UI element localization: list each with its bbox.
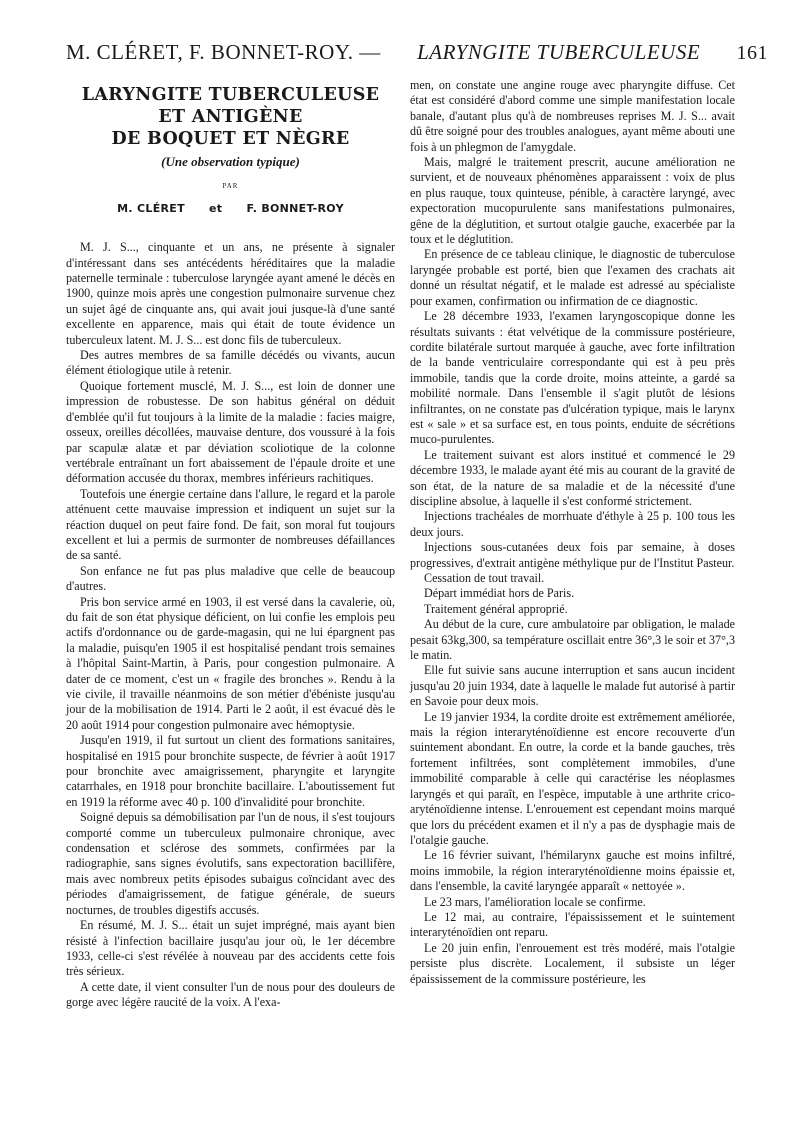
title-line: DE BOQUET ET NÈGRE (111, 129, 350, 149)
paragraph: Le 19 janvier 1934, la cordite droite est extrêmement améliorée, mais la région interaryténoïdienne est encore recouverte d'un suintement abondant. En outre, la corde et la bande gauches, très fortement infiltrées, sont complètement immobiles, d'une immobilité comparable à celle qui caractérise les néoplasmes laryngés et qui paraît, en l'espèce, imputable à une arthrite crico-aryténoïdienne intense. L'enrouement est cependant moins marqué que lors du précédent examen et il n'y a pas de dysphagie mais de l'otalgie gauche. (410, 709, 735, 847)
running-head-title: LARYNGITE TUBERCULEUSE (417, 40, 701, 64)
paragraph: Au début de la cure, cure ambulatoire par obligation, le malade pesait 63kg,300, sa température oscillait entre 36°,3 le soir et 37°,3 le matin. (410, 617, 735, 663)
right-column (410, 78, 735, 987)
running-head-authors: M. CLÉRET, F. BONNET-ROY. — (66, 40, 381, 64)
paragraph: Le traitement suivant est alors institué et commencé le 29 décembre 1933, le malade ayant été mis au courant de la gravité de son état, de la nature de sa maladie et de la nécessité d'une discipline absolue, à laquelle il s'est conformé strictement. (410, 447, 735, 508)
paragraph: Quoique fortement musclé, M. J. S..., est loin de donner une impression de robustesse. De son habitus général on déduit d'emblée qu'il fut toujours à la limite de la maladie : facies maigre, osseux, oreilles décollées, mauvaise denture, dos voussuré à la fois par scapulæ alatæ et par déviation scoliotique de la colonne vertébrale entraînant un fort abaissement de l'épaule droite et une déformation accusée du thorax, membres inférieurs rachitiques. (66, 378, 395, 486)
paragraph: M. J. S..., cinquante et un ans, ne présente à signaler d'intéressant dans ses antécédents héréditaires que la maladie paternelle terminale : tuberculose laryngée ayant amené le décès en 1900, quinze mois après une congestion pulmonaire survenue chez un sujet âgé de cinquante ans, qui avait joui jusque-là d'une santé excellente en apparence, mais qui était de toute évidence un tuberculeux latent. M. J. S... est donc fils de tuberculeux. (66, 240, 395, 347)
paragraph: Le 16 février suivant, l'hémilarynx gauche est moins infiltré, moins immobile, la région interaryténoïdienne moins épaissie et, dans l'ensemble, la cavité laryngée apparaît « nettoyée ». (410, 848, 735, 894)
paragraph: Le 23 mars, l'amélioration locale se confirme. (424, 894, 646, 909)
paragraph: Soigné depuis sa démobilisation par l'un de nous, il s'est toujours comporté comme un tuberculeux pulmonaire chronique, avec condensation et sclérose des sommets, confirmées par la radiographie, sans signes évolutifs, sans expectoration bacillifère, mais avec nombreux petits épisodes subaigus coïncidant avec des périodes d'amaigrissement, de fatigue générale, de sueurs nocturnes, de troubles digestifs accusés. (66, 810, 395, 917)
paragraph: Départ immédiat hors de Paris. (424, 586, 575, 601)
paragraph: Le 12 mai, au contraire, l'épaississement et le suintement interaryténoïdien ont reparu. (410, 909, 735, 940)
author-2: F. BONNET-ROY (246, 201, 344, 215)
title-line: LARYNGITE TUBERCULEUSE (81, 85, 380, 105)
paragraph: Toutefois une énergie certaine dans l'allure, le regard et la parole atténuent cette mauvaise impression et indiquent un sujet sur la réaction duquel on peut faire fond. De fait, son moral fut toujours excellent et lui a permis de surmonter de nombreuses défaillances de sa santé. (66, 486, 395, 563)
paragraph: Des autres membres de sa famille décédés ou vivants, aucun élément étiologique utile à retenir. (66, 348, 395, 378)
paragraph: Le 20 juin enfin, l'enrouement est très modéré, mais l'otalgie persiste plus discrète. Localement, il subsiste un léger épaississement de la commissure postérieure, les (410, 940, 735, 986)
byline-and: et (209, 201, 223, 215)
paragraph: Traitement général approprié. (424, 601, 568, 616)
par-label: PAR (222, 182, 239, 191)
article-subtitle: (Une observation typique) (161, 154, 300, 169)
paragraph: A cette date, il vient consulter l'un de nous pour des douleurs de gorge avec légère raucité de la voix. A l'exa- (66, 979, 395, 1010)
paragraph: Elle fut suivie sans aucune interruption et sans aucun incident jusqu'au 20 juin 1934, date à laquelle le malade fut autorisé à partir en Savoie pour deux mois. (410, 663, 735, 709)
paragraph: Cessation de tout travail. (424, 571, 545, 585)
paragraph: Jusqu'en 1919, il fut surtout un client des formations sanitaires, hospitalisé en 1915 pour bronchite suspecte, de février à août 1917 pour bronchite avec amaigrissement, pharyngite et laryngite catarrhales, en 1918 pour bronchite bacillaire. L'aboutissement fut en 1919 la réforme avec 40 p. 100 d'invalidité pour bronchite. (66, 733, 395, 809)
paragraph: Mais, malgré le traitement prescrit, aucune amélioration ne survient, et de nouveaux phénomènes apparaissent : voix de plus en plus rauque, toux quinteuse, pénible, à caractère laryngé, avec expectoration mucopurulente sans manifestations pulmonaires, gêne de la déglutition, et surtout otalgie gauche, exacerbée par la toux et le déglutition. (410, 155, 735, 247)
byline (66, 201, 395, 216)
paragraph: Pris bon service armé en 1903, il est versé dans la cavalerie, où, du fait de son état physique déficient, on lui confie les emplois peu actifs d'ordonnance ou de garde-magasin, qui ne lui épargnent pas la maladie, puisqu'en 1905 il est hospitalisé pendant trois semaines à l'hôpital Saint-Martin, à Paris, pour congestion pulmonaire. A dater de ce moment, c'est un « fragile des bronches ». Rendu à la vie civile, il travaille néanmoins de son métier d'ébéniste jusqu'au jour de la mobilisation de 1914. Parti le 2 août, il est évacué dès le 20 août 1914 pour congestion pulmonaire avec hémoptysie. (66, 594, 395, 732)
title-line: ET ANTIGÈNE (158, 107, 303, 127)
article-title (66, 84, 395, 150)
page-number: 161 (736, 42, 768, 64)
running-head (66, 40, 768, 65)
author-1: M. CLÉRET (117, 201, 185, 215)
paragraph: En résumé, M. J. S... était un sujet imprégné, mais ayant bien résisté à l'infection bacillaire jusqu'au jour où, le 1er décembre 1933, celle-ci s'est révélée à nouveau par des accidents cette fois très sérieux. (66, 918, 395, 979)
paragraph: Injections trachéales de morrhuate d'éthyle à 25 p. 100 tous les deux jours. (410, 509, 735, 539)
paragraph: En présence de ce tableau clinique, le diagnostic de tuberculose laryngée probable est porté, bien que l'examen des crachats ait donné un résultat négatif, et le malade est adressé au spécialiste pour examen, confirmation ou infirmation de ce diagnostic. (410, 247, 735, 308)
left-column (66, 78, 395, 1011)
paragraph: men, on constate une angine rouge avec pharyngite diffuse. Cet état est considéré d'abord comme une simple manifestation locale banale, d'autant plus qu'à de nombreuses reprises M. J. S... avait dû être soigné pour des troubles analogues, ayant même abouti une fois à un phlegmon de l'amygdale. (410, 78, 735, 154)
paragraph: Injections sous-cutanées deux fois par semaine, à doses progressives, d'extrait antigène méthylique pur de l'Institut Pasteur. (410, 540, 735, 570)
paragraph: Le 28 décembre 1933, l'examen laryngoscopique donne les résultats suivants : état velvétique de la commissure postérieure, cordite bilatérale surtout marquée à gauche, avec forte infiltration de la bande ventriculaire correspondante qui est à peu près immobile, tandis que la corde droite, moins atteinte, a gardé sa mobilité normale. Dans l'ensemble il s'agit plutôt de lésions infiltrantes, on ne constate pas d'ulcération typique, mais le larynx est « sale » et sa surface est, en tous points, enduite de sécrétions muco-purulentes. (410, 309, 735, 447)
paragraph: Son enfance ne fut pas plus maladive que celle de beaucoup d'autres. (66, 563, 395, 594)
